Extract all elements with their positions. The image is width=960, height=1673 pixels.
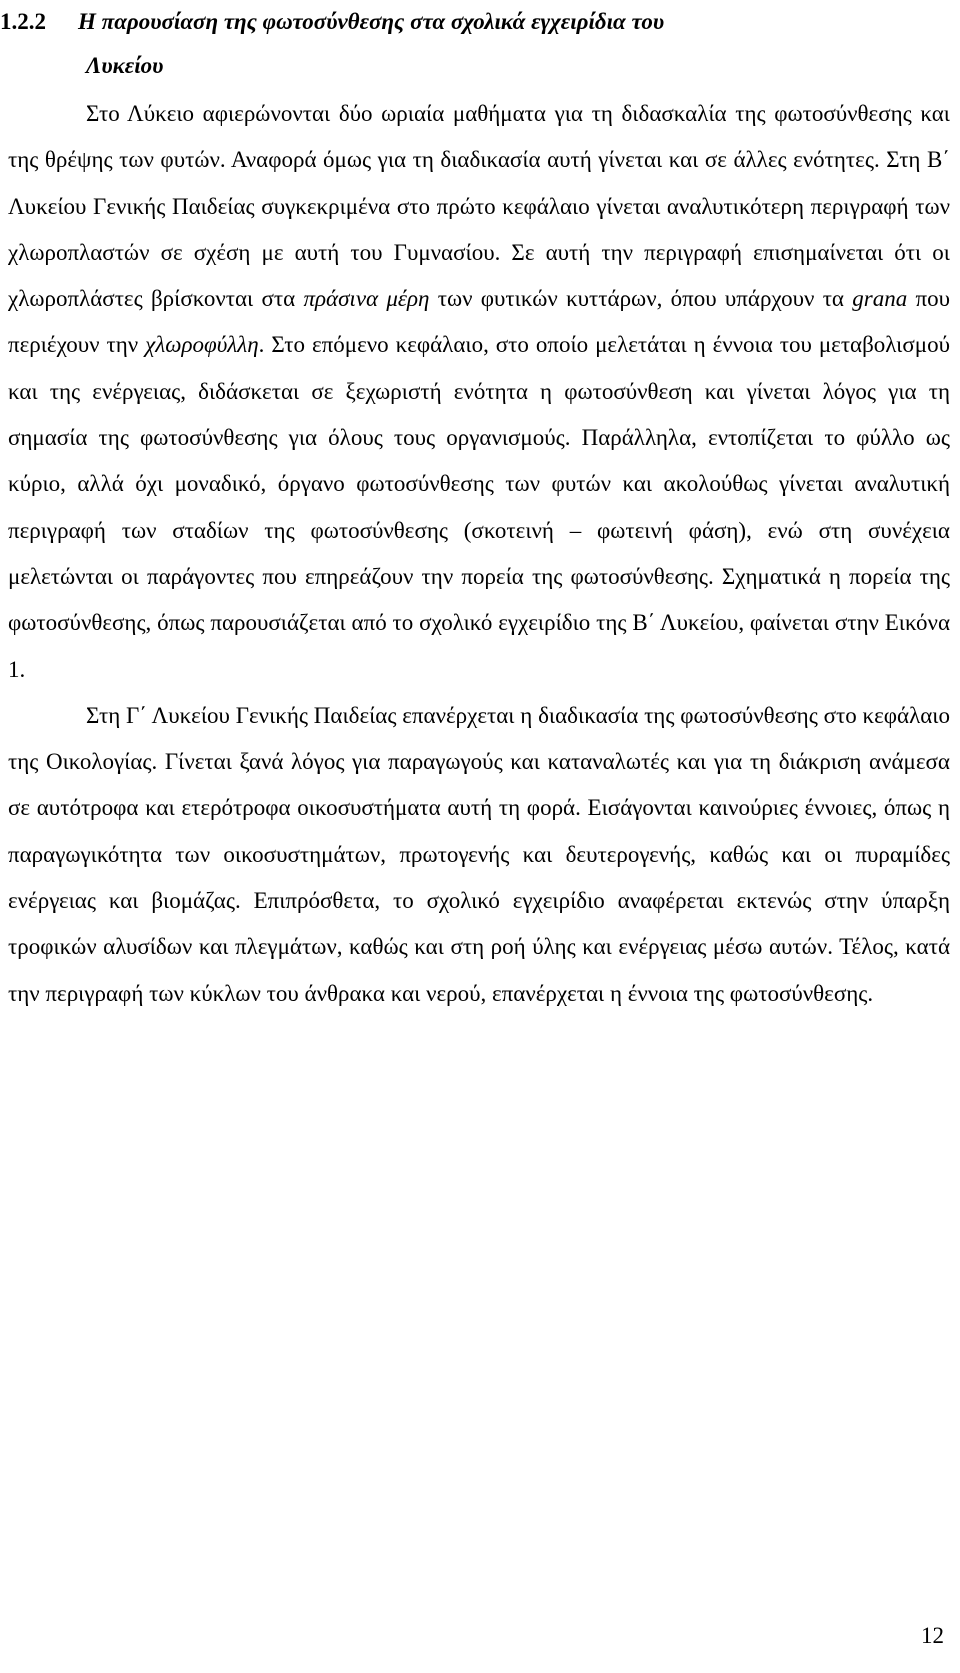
paragraph1-italic-grana: grana: [852, 286, 908, 312]
paragraph1-italic-chlorophyll: χλωροφύλλη: [145, 332, 259, 358]
paragraph1-text-1: Στο Λύκειο αφιερώνονται δύο ωριαία μαθήματα για τη διδασκαλία της φωτοσύνθεσης και της θρέψης των φυτών. Αναφορά όμως για τη διαδικασία αυτή γίνεται και σε άλλες ενότητες. Στη Β΄ Λυκείου Γενικής Παιδείας συγκεκριμένα στο πρώτο κεφάλαιο γίνεται αναλυτικότερη περιγραφή των χλωροπλαστών σε σχέση με αυτή του Γυμνασίου. Σε αυτή την περιγραφή επισημαίνεται ότι οι χλωροπλάστες βρίσκονται στα: [8, 101, 950, 312]
paragraph1-text-3: που περιέχουν την: [8, 286, 950, 358]
paragraph1-text-4: . Στο επόμενο κεφάλαιο, στο οποίο μελετάται η έννοια του μεταβολισμού και της ενέργειας, διδάσκεται σε ξεχωριστή ενότητα η φωτοσύνθεση και γίνεται λόγος για τη σημασία της φωτοσύνθεσης για όλους τους οργανισμούς. Παράλληλα, εντοπίζεται το φύλλο ως κύριο, αλλά όχι μοναδικό, όργανο φωτοσύνθεσης των φυτών και ακολούθως γίνεται αναλυτική περιγραφή των σταδίων της φωτοσύνθεσης (σκοτεινή – φωτεινή φάση), ενώ στη συνέχεια μελετώνται οι παράγοντες που επηρεάζουν την πορεία της φωτοσύνθεσης. Σχηματικά η πορεία της φωτοσύνθεσης, όπως παρουσιάζεται από το σχολικό εγχειρίδιο της Β΄ Λυκείου, φαίνεται στην Εικόνα 1.: [8, 332, 950, 682]
section-title-line2: Λυκείου: [86, 53, 164, 78]
paragraph1-italic-green-parts: πράσινα μέρη: [303, 286, 430, 312]
paragraph1-text-2: των φυτικών κυττάρων, όπου υπάρχουν τα: [429, 286, 853, 312]
body-paragraph-1: [8, 91, 950, 693]
body-paragraph-2: Στη Γ΄ Λυκείου Γενικής Παιδείας επανέρχεται η διαδικασία της φωτοσύνθεσης στο κεφάλαιο της Οικολογίας. Γίνεται ξανά λόγος για παραγωγούς και καταναλωτές και για τη διάκριση ανάμεσα σε αυτότροφα και ετερότροφα οικοσυστήματα αυτή τη φορά. Εισάγονται καινούριες έννοιες, όπως η παραγωγικότητα των οικοσυστημάτων, πρωτογενής και δευτερογενής, καθώς και οι πυραμίδες ενέργειας και βιομάζας. Επιπρόσθετα, το σχολικό εγχειρίδιο αναφέρεται εκτενώς στην ύπαρξη τροφικών αλυσίδων και πλεγμάτων, καθώς και στη ροή ύλης και ενέργειας μέσω αυτών. Τέλος, κατά την περιγραφή των κύκλων του άνθρακα και νερού, επανέρχεται η έννοια της φωτοσύνθεσης.: [8, 702, 950, 1006]
section-title-line1: Η παρουσίαση της φωτοσύνθεσης στα σχολικά εγχειρίδια του: [78, 9, 665, 34]
page-number: 12: [921, 1623, 944, 1648]
section-number: 1.2.2: [0, 9, 46, 34]
section-heading: [0, 0, 950, 88]
